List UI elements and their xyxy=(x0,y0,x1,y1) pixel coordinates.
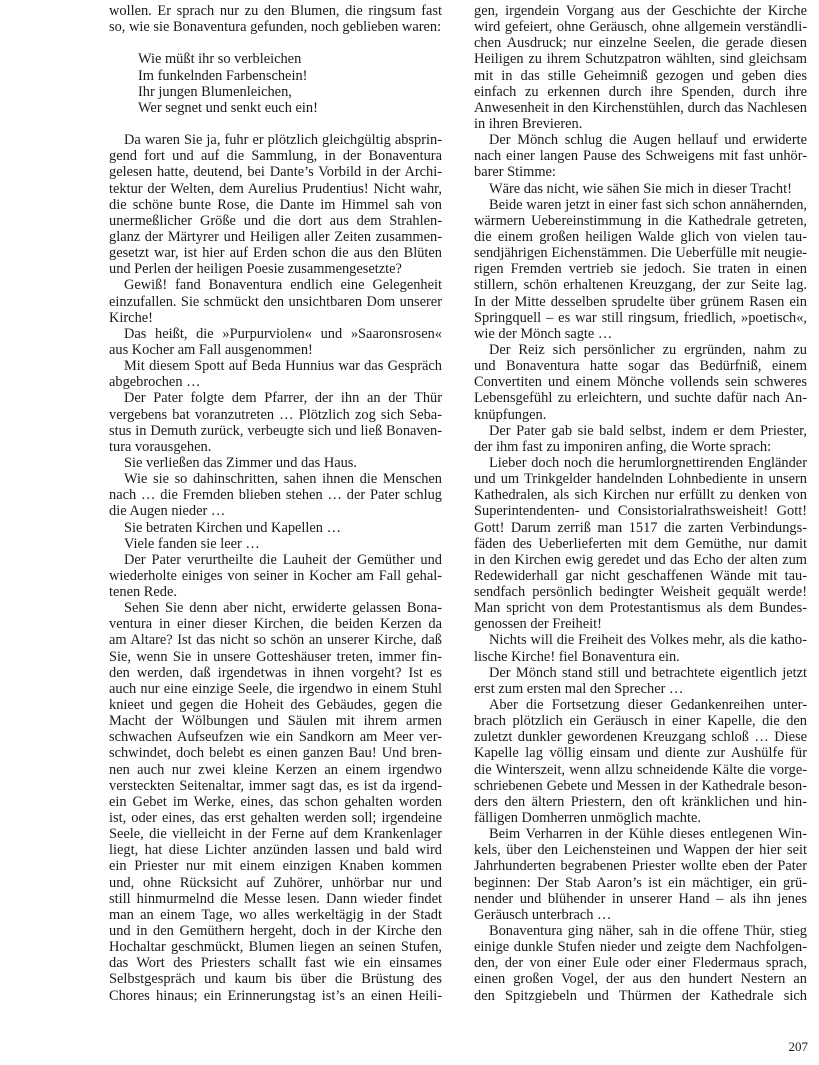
text-line: schriebenen Gebete und Messen in der Kathedrale beson- xyxy=(474,777,807,794)
text-line: Superintendenten- und Consistorialrathsweisheit! Gott! xyxy=(474,503,807,520)
text-line: Man spricht von dem Protestantismus als dem Bundes- xyxy=(474,600,807,617)
text-line: Redewiderhall gar nicht geschaffenen Wände mit tau- xyxy=(474,567,807,584)
blank-line xyxy=(109,35,442,51)
text-line: der ihm fast zu imponiren anfing, die Worte sprach: xyxy=(474,438,772,455)
text-line: einige dunkle Stufen nieder und zeigte dem Nachfolgen- xyxy=(474,939,807,956)
text-line: Heiligen zu ihrem Schutzpatron wählten, sind gleichsam xyxy=(474,51,807,68)
text-line: in den Kirchen ewig geredet und das Echo der alten zum xyxy=(474,551,807,568)
text-line: tenen Rede. xyxy=(109,584,177,601)
text-line: die einem großen heiligen Walde glich von vielen tau- xyxy=(474,228,807,245)
text-line: so, wie sie Bonaventura gefunden, noch geblieben waren: xyxy=(109,19,442,36)
text-line: Chores hinaus; ein Erinnerungstag ist’s an einen Heili- xyxy=(109,987,442,1004)
text-line: gend fort und auf die Sammlung, in der Bonaventura xyxy=(109,148,442,165)
text-line: genossen der Freiheit! xyxy=(474,616,602,633)
text-line: kels, über den Leichensteinen und Wappen der hier seit xyxy=(474,842,807,859)
text-line: Sie verließen das Zimmer und das Haus. xyxy=(124,454,357,471)
text-line: nender und blühender in unserer Hand – als ihn jenes xyxy=(474,890,807,907)
text-line: Geräusch unterbrach … xyxy=(474,906,612,923)
text-line: liegt, hat diese Lichter anzünden lassen und bald wird xyxy=(109,842,442,859)
text-line: Lieber doch noch die herumlorgnettirenden Engländer xyxy=(489,454,807,471)
text-line: einzufallen. Sie schmückt den unsichtbaren Dom unserer xyxy=(109,293,442,310)
text-line: aus Kocher am Fall ausgenommen! xyxy=(109,341,313,358)
text-line: Der Mönch stand still und betrachtete eigentlich jetzt xyxy=(489,664,807,681)
text-line: Seele, die vielleicht in der Ferne auf dem Krankenlager xyxy=(109,826,442,843)
text-line: knüpfungen. xyxy=(474,406,547,423)
text-line: Gott! Darum zerriß man 1517 die zarten Verbindungs- xyxy=(474,519,807,536)
text-line: wärmern Uebereinstimmung in die Kathedrale getreten, xyxy=(474,212,807,229)
text-line: Bonaventura ging näher, sah in die offene Thür, stieg xyxy=(489,923,807,940)
text-line: Beim Verharren in der Kühle dieses entlegenen Win- xyxy=(489,826,807,843)
text-line: Der Pater gab sie bald selbst, indem er dem Priester, xyxy=(489,422,807,439)
text-line: Kirche! xyxy=(109,309,153,326)
text-line: die Winterszeit, wenn allzu schneidende Kälte die vorge- xyxy=(474,761,807,778)
text-line: tura vorausgehen. xyxy=(109,438,212,455)
text-line: und Perlen der heiligen Poesie zusammengesetzte? xyxy=(109,261,402,278)
text-line: und in den Gemüthern hergeht, doch in der Kirche den xyxy=(109,923,442,940)
text-line: sendjährigen Eichenstämmen. Die Ueberfülle mit neugie- xyxy=(474,245,807,262)
text-line: Macht der Wölbungen und Säulen mit ihrem armen xyxy=(109,713,442,730)
text-line: Jahrhunderten begrabenen Priester wollte eben der Pater xyxy=(474,858,807,875)
text-line: rigen Fremden vertrieb sie jedoch. Sie traten in einen xyxy=(474,261,807,278)
text-line: Kathedralen, als sich Kirchen nur erfüllt zu denken von xyxy=(474,487,807,504)
text-line: knieet und gegen die Hoheit des Gebäudes, gegen die xyxy=(109,697,442,714)
verse-line: Im funkelnden Farbenschein! xyxy=(138,67,308,84)
text-line: nach … die Fremden blieben stehen … der Pater schlug xyxy=(109,487,442,504)
text-line: Da waren Sie ja, fuhr er plötzlich gleichgültig absprin- xyxy=(124,132,442,149)
text-line: wird gefeiert, ohne Geräusch, ohne allgemein verständli- xyxy=(474,19,807,36)
text-line: gen, irgendein Vorgang aus der Geschichte der Kirche xyxy=(474,3,807,19)
text-line: und, ohne Rücksicht auf Zuhörer, unhörbar nur und xyxy=(109,874,442,891)
text-line: ein Priester nur mit einem einzigen Knaben kommen xyxy=(109,858,442,875)
text-line: erst zum ersten mal den Sprecher … xyxy=(474,680,684,697)
page-number: 207 xyxy=(788,1039,808,1054)
text-line: barer Stimme: xyxy=(474,164,556,181)
text-line: Springquell – es war still ringsum, friedlich, »poetisch«, xyxy=(474,309,807,326)
text-line: nen auch nur zwei kleine Kerzen an einem irgendwo xyxy=(109,761,442,778)
left-text-column xyxy=(109,3,442,1004)
blank-line xyxy=(109,116,442,132)
text-line: den, der von einer Eule oder einer Fledermaus sprach, xyxy=(474,955,807,972)
text-line: wiederholte einiges von seiner in Kocher am Fall gehal- xyxy=(109,567,442,584)
text-line: und Bonaventura hatte sogar das Bedürfniß, einem xyxy=(474,358,807,375)
verse-line: Wie müßt ihr so verbleichen xyxy=(138,51,302,68)
text-line: ders den ältern Priestern, den oft kränklichen und hin- xyxy=(474,793,807,810)
text-line: ist, oder eines, das erst gehalten werden soll; irgendeine xyxy=(109,810,442,827)
text-line: gelesen hatte, deutend, bei Dante’s Vorbild in der Archi- xyxy=(109,164,442,181)
text-line: Gewiß! fand Bonaventura endlich eine Gelegenheit xyxy=(124,277,442,294)
text-line: Der Pater folgte dem Pfarrer, der ihn an der Thür xyxy=(124,390,442,407)
text-line: die Augen nieder … xyxy=(109,503,226,520)
text-line: still hinmurmelnd die Messe lesen. Dann wieder findet xyxy=(109,890,442,907)
text-line: Der Mönch schlug die Augen hellauf und erwiderte xyxy=(489,132,807,149)
text-line: den Spitzgiebeln und Thürmen der Kathedrale sich xyxy=(474,987,807,1004)
text-line: tektur der Welten, dem Aurelius Prudentius! Nicht wahr, xyxy=(109,180,442,197)
text-line: Nichts will die Freiheit des Volkes mehr, als die katho- xyxy=(489,632,807,649)
text-line: wie der Mönch sagte … xyxy=(474,325,613,342)
text-line: Kapelle lag völlig einsam und diente zur Aushülfe für xyxy=(474,745,807,762)
text-line: Beide waren jetzt in einer fast sich schon annähernden, xyxy=(489,196,807,213)
text-line: Viele fanden sie leer … xyxy=(124,535,260,552)
text-line: auch nur eine einzige Seele, die irgendwo in einem Stuhl xyxy=(109,680,442,697)
text-line: vergebens bat voranzutreten … Plötzlich zog sich Seba- xyxy=(109,406,442,423)
text-line: beginnen: Der Stab Aaron’s ist ein mächtiger, ein grü- xyxy=(474,874,807,891)
text-line: gesetzt war, ist hier auf Erden schon die aus den Blüten xyxy=(109,245,442,262)
text-line: schwindet, doch belebt es einen ganzen Bau! Und bren- xyxy=(109,745,442,762)
text-line: Sie betraten Kirchen und Kapellen … xyxy=(124,519,341,536)
text-line: Sie, wenn Sie in unsere Gotteshäuser treten, immer fin- xyxy=(109,648,442,665)
text-line: chen Ausdruck; nur einzelne Seelen, die gerade diesen xyxy=(474,35,807,52)
verse-line: Ihr jungen Blumenleichen, xyxy=(138,83,292,100)
text-line: Selbstgespräch und kaum bis über die Brüstung des xyxy=(109,971,442,988)
text-line: Convertiten und einem Mönche vollends sein schweres xyxy=(474,374,807,391)
text-line: man an einem Tage, wo alles werkeltägig in der Stadt xyxy=(109,906,442,923)
text-line: einfach zu erkennen durch ihre Spenden, durch ihre xyxy=(474,83,807,100)
text-line: die schöne bunte Rose, die Dante im Himmel sah von xyxy=(109,196,442,213)
text-line: Der Reiz sich persönlicher zu ergründen, nahm zu xyxy=(489,341,807,358)
text-line: abgebrochen … xyxy=(109,374,201,391)
text-line: einen großen Vogel, der aus den hundert Nestern an xyxy=(474,971,807,988)
text-line: Das heißt, die »Purpurviolen« und »Saaronsrosen« xyxy=(124,325,442,342)
text-line: in ihren Brevieren. xyxy=(474,115,583,132)
text-line: fäden des Ueberlieferten mit dem Gemüthe, nur damit xyxy=(474,535,807,552)
right-text-column xyxy=(474,3,807,1004)
text-line: das Wort des Priesters schallt fast wie ein einsames xyxy=(109,955,442,972)
text-line: lische Kirche! fiel Bonaventura ein. xyxy=(474,648,680,665)
text-line: und um Trinkgelder handelnden Lohnbediente in unsern xyxy=(474,471,807,488)
text-line: Sehen Sie denn aber nicht, erwiderte gelassen Bona- xyxy=(124,600,442,617)
text-line: stus in Demuth zurück, verbeugte sich und ließ Bonaven- xyxy=(109,422,442,439)
text-line: Wäre das nicht, wie sähen Sie mich in dieser Tracht! xyxy=(489,180,792,197)
text-line: Lebensgefühl zu erleichtern, und suchte dafür nach An- xyxy=(474,390,807,407)
text-line: nach einer langen Pause des Schweigens mit fast unhör- xyxy=(474,148,807,165)
text-line: wollen. Er sprach nur zu den Blumen, die ringsum fast xyxy=(109,3,442,19)
text-line: Der Pater verurtheilte die Lauheit der Gemüther und xyxy=(124,551,442,568)
text-line: versteckten Seitenaltar, immer sagt das, es ist da irgend- xyxy=(109,777,442,794)
text-line: unermeßlicher Größe und die dort aus dem Strahlen- xyxy=(109,212,442,229)
text-line: Mit diesem Spott auf Beda Hunnius war das Gespräch xyxy=(124,358,442,375)
text-line: stillern, schön erhaltenen Kreuzgang, der zur Seite lag. xyxy=(474,277,807,294)
text-line: Wie sie so dahinschritten, sahen ihnen die Menschen xyxy=(124,471,442,488)
text-line: zuletzt dunkler gewordenen Kreuzgang schloß … Diese xyxy=(474,729,807,746)
text-line: Aber die Fortsetzung dieser Gedankenreihen unter- xyxy=(489,697,807,714)
text-line: glanz der Märtyrer und Heiligen aller Zeiten zusammen- xyxy=(109,228,442,245)
text-line: Anwesenheit in den Kirchenstühlen, durch das Nachlesen xyxy=(474,99,807,116)
text-line: In der Mitte desselben sprudelte über grünem Rasen ein xyxy=(474,293,807,310)
text-line: ventura in einer dieser Kirchen, die beiden Kerzen da xyxy=(109,616,442,633)
text-line: ein Gebet im Werke, eines, das schon gehalten worden xyxy=(109,793,442,810)
text-line: am Altare? Ist das nicht so schön an unserer Kirche, daß xyxy=(109,632,442,649)
text-line: den werden, daß irgendetwas in ihnen vorgeht? Ist es xyxy=(109,664,442,681)
text-line: Hochaltar geschmückt, Blumen liegen an seinen Stufen, xyxy=(109,939,442,956)
text-line: sendfach persönlich bedingter Weisheit gequält werde! xyxy=(474,584,807,601)
text-line: fälligen Domherren unmöglich machte. xyxy=(474,810,701,827)
text-line: schwachen Aufseufzen wie ein Sandkorn am Meer ver- xyxy=(109,729,442,746)
text-line: brach plötzlich ein Geräusch in einer Kapelle, die den xyxy=(474,713,807,730)
verse-line: Wer segnet und senkt euch ein! xyxy=(138,99,318,116)
text-line: mit in das stille Geheimniß gezogen und geben dies xyxy=(474,67,807,84)
